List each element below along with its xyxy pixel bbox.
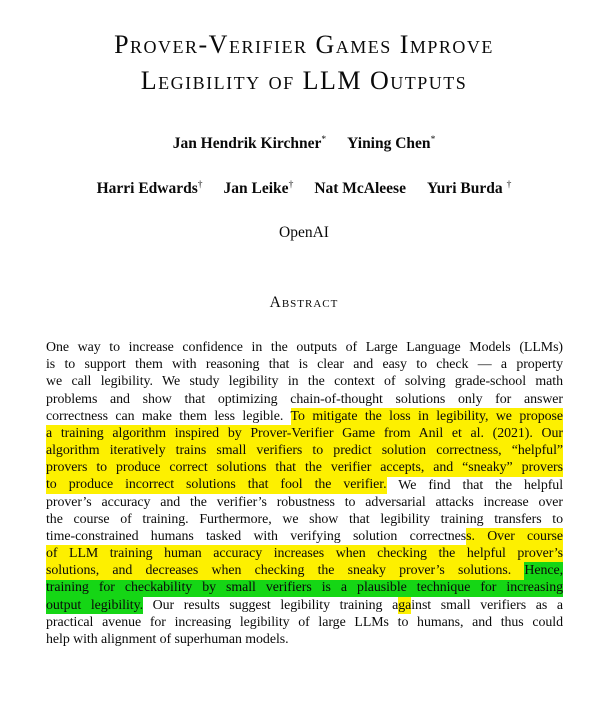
author-name: Nat McAleese: [314, 180, 406, 197]
title-line-2: Legibility of LLM Outputs: [140, 66, 468, 95]
abstract-line: [46, 408, 563, 425]
author-name: Yining Chen*: [347, 134, 436, 152]
abstract-line: [46, 425, 563, 442]
title-line-1: Prover-Verifier Games Improve: [114, 30, 494, 59]
abstract-line: [46, 562, 563, 579]
paper-title: [0, 27, 608, 99]
abstract-text: One way to increase confidence in the outputs of Large Language Models (LLMs): [46, 340, 563, 355]
abstract-line: [46, 356, 563, 373]
highlight-yellow: ga: [398, 597, 412, 613]
highlight-green: Hence,: [524, 563, 563, 579]
paper-page: [0, 27, 608, 707]
abstract-line: [46, 511, 563, 528]
abstract-line: [46, 494, 563, 511]
highlight-yellow: solutions, and decreases when checking the sneaky prover’s solutions.: [46, 563, 525, 579]
highlight-yellow: of LLM training human accuracy increases when checking the helpful prover’s: [46, 546, 563, 562]
highlight-green: output legibility.: [46, 597, 144, 613]
highlight-yellow: provers to produce correct solutions that the verifier accepts, and “sneaky” provers: [46, 460, 563, 476]
author-name: Yuri Burda †: [426, 179, 512, 197]
abstract-text: the course of training. Furthermore, we show that legibility training transfers to: [46, 511, 563, 527]
abstract-line: [46, 391, 563, 408]
author-footnote-mark: †: [506, 179, 512, 190]
abstract-line: [46, 545, 563, 562]
abstract-line: [46, 631, 563, 648]
author-name: Jan Hendrik Kirchner*: [172, 134, 327, 152]
author-footnote-mark: *: [430, 134, 436, 145]
abstract-text: we call legibility. We study legibility in the context of solving grade-school math: [46, 374, 563, 390]
abstract-line: [46, 442, 563, 459]
authors-row-2: [0, 178, 608, 199]
abstract-text: problems and show that optimizing chain-of-thought solutions only for answer: [46, 391, 563, 407]
highlight-yellow: to produce incorrect solutions that fool the verifier.: [46, 477, 387, 493]
abstract-text: prover’s accuracy and the verifier’s robustness to adversarial attacks increase over: [46, 494, 563, 510]
abstract-line: [46, 339, 563, 356]
highlight-yellow: algorithm iteratively trains small verifiers to predict solution correctness, “helpful”: [46, 443, 563, 459]
abstract-text: correctness can make them less legible.: [46, 408, 291, 424]
abstract-line: [46, 614, 563, 631]
abstract-text: inst small verifiers as a: [411, 597, 563, 613]
author-footnote-mark: †: [288, 179, 294, 190]
author-name: Jan Leike†: [223, 179, 294, 197]
abstract-heading: Abstract: [269, 294, 339, 311]
abstract-text: is to support them with reasoning that is clear and easy to check — a property: [46, 357, 563, 373]
highlight-yellow: a training algorithm inspired by Prover-Verifier Game from Anil et al. (2021). Our: [46, 425, 563, 441]
abstract-text: Our results suggest legibility training a: [143, 597, 399, 613]
abstract-text: We find that the helpful: [386, 477, 563, 493]
abstract-text: practical avenue for increasing legibility of large LLMs to humans, and thus could: [46, 615, 563, 630]
abstract-text: time-constrained humans tasked with verifying solution correctnes: [46, 529, 467, 545]
abstract-text: help with alignment of superhuman models.: [46, 632, 289, 648]
author-footnote-mark: †: [197, 179, 203, 190]
highlight-yellow: To mitigate the loss in legibility, we propose: [290, 408, 563, 424]
author-name: Harri Edwards†: [96, 179, 203, 197]
abstract-line: [46, 373, 563, 390]
authors-row-1: [0, 133, 608, 154]
abstract-body: [46, 339, 563, 648]
author-footnote-mark: *: [321, 134, 327, 145]
abstract-line: [46, 477, 563, 494]
highlight-green: training for checkability by small verifiers is a plausible technique for increasing: [46, 580, 563, 596]
abstract-line: [46, 580, 563, 597]
affiliation: OpenAI: [279, 224, 329, 241]
abstract-line: [46, 459, 563, 476]
abstract-line: [46, 528, 563, 545]
highlight-yellow: s. Over course: [466, 529, 563, 545]
abstract-line: [46, 597, 563, 614]
